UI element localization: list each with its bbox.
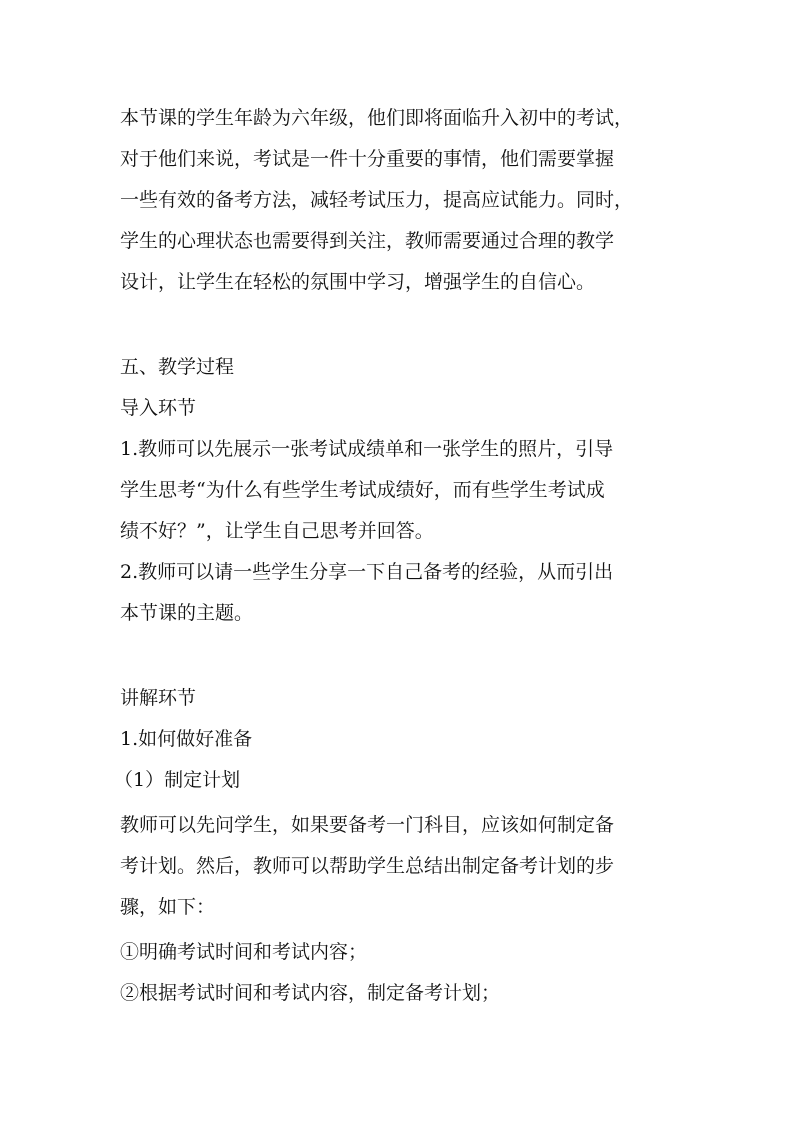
intro-line: 绩不好？”，让学生自己思考并回答。 [120,520,434,542]
explain-line: 教师可以先问学生，如果要备考一门科目，应该如何制定备 [120,814,615,836]
intro-line: 2.教师可以请一些学生分享一下自己备考的经验，从而引出 [120,561,614,583]
intro-line: 学生思考“为什么有些学生考试成绩好，而有些学生考试成 [120,479,605,501]
paragraph-line: 学生的心理状态也需要得到关注，教师需要通过合理的教学 [120,230,615,252]
paragraph-line: 一些有效的备考方法，减轻考试压力，提高应试能力。同时， [120,189,634,211]
explain-line: 考计划。然后，教师可以帮助学生总结出制定备考计划的步 [120,855,615,877]
explain-subsubheading: （1）制定计划 [114,769,241,791]
step-item: ①明确考试时间和考试内容； [120,941,368,963]
explain-subheading: 1.如何做好准备 [120,728,253,750]
explain-heading: 讲解环节 [120,687,197,709]
paragraph-line: 本节课的学生年龄为六年级，他们即将面临升入初中的考试， [120,107,634,129]
intro-heading: 导入环节 [120,397,197,419]
intro-line: 本节课的主题。 [120,602,254,624]
intro-line: 1.教师可以先展示一张考试成绩单和一张学生的照片，引导 [120,438,614,460]
section-heading: 五、教学过程 [120,356,235,378]
step-item: ②根据考试时间和考试内容，制定备考计划； [120,982,501,1004]
paragraph-line: 设计，让学生在轻松的氛围中学习，增强学生的自信心。 [120,271,596,293]
explain-line: 骤，如下： [120,896,216,918]
paragraph-line: 对于他们来说，考试是一件十分重要的事情，他们需要掌握 [120,148,615,170]
